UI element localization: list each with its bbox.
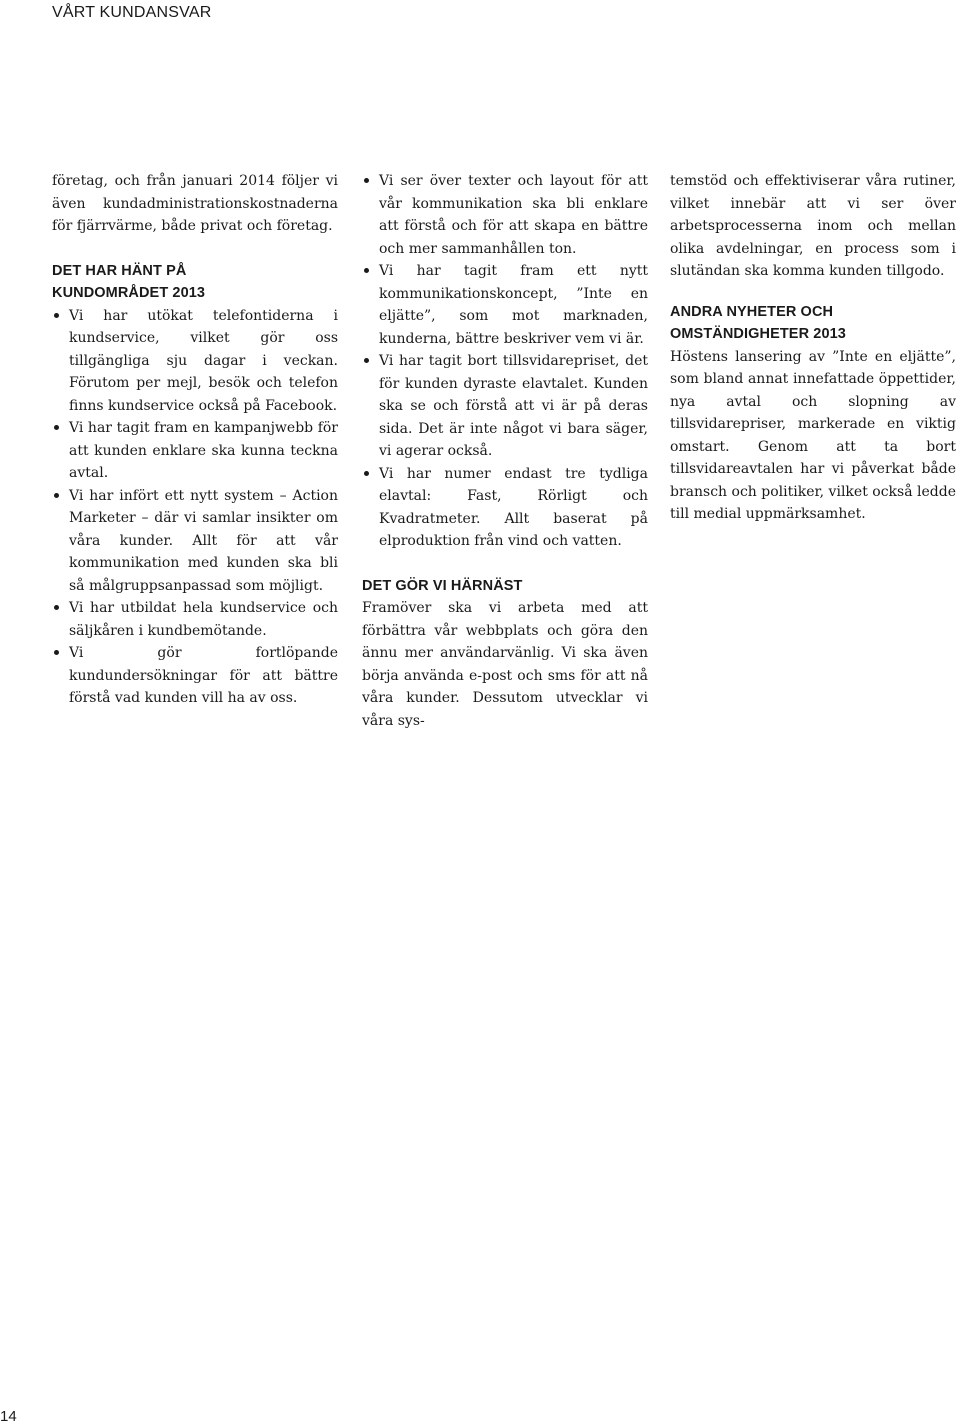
column-1 xyxy=(52,170,338,710)
col2-body-paragraph: Framöver ska vi arbeta med att förbättra vår webbplats och göra den ännu mer användarvänlig. Vi ska även börja använda e-post och sms för att nå våra kunder. Dessutom utvecklar vi våra sys- xyxy=(362,600,648,729)
col1-bullet-list xyxy=(52,305,338,710)
col3-intro-paragraph: temstöd och effektiviserar våra rutiner, vilket innebär att vi ser över arbetsprocesserna inom och mellan olika avdelningar, en process som i slutändan ska komma kunden tillgodo. xyxy=(670,173,956,279)
col1-section-heading: DET HAR HÄNT PÅ KUNDOMRÅDET 2013 xyxy=(52,262,206,301)
list-item: Vi har infört ett nytt system – Action Marketer – där vi samlar insikter om våra kunder. Allt för att vår kommunikation med kunden ska bli så målgruppsanpassad som möjligt. xyxy=(52,485,338,598)
page-number: 14 xyxy=(0,1408,17,1425)
list-item: Vi har utökat telefontiderna i kundservice, vilket gör oss tillgängliga sju dagar i veckan. Förutom per mejl, besök och telefon finns kundservice också på Facebook. xyxy=(52,305,338,418)
list-item: Vi gör fortlöpande kundundersökningar för att bättre förstå vad kunden vill ha av oss. xyxy=(52,642,338,710)
list-item: Vi har tagit fram en kampanjwebb för att kunden enklare ska kunna teckna avtal. xyxy=(52,417,338,485)
col2-section-heading: DET GÖR VI HÄRNÄST xyxy=(362,577,523,594)
column-2 xyxy=(362,170,648,732)
list-item: Vi har utbildat hela kundservice och säljkåren i kundbemötande. xyxy=(52,597,338,642)
col1-intro-paragraph: företag, och från januari 2014 följer vi även kundadministrationskostnaderna för fjärrvärme, både privat och företag. xyxy=(52,173,338,234)
list-item: Vi har tagit fram ett nytt kommunikationskoncept, ”Inte en eljätte”, som mot marknaden, kunderna, bättre beskriver vem vi är. xyxy=(362,260,648,350)
list-item: Vi ser över texter och layout för att vår kommunikation ska bli enklare att förstå och för att skapa en bättre och mer sammanhållen ton. xyxy=(362,170,648,260)
running-head: VÅRT KUNDANSVAR xyxy=(52,4,212,21)
col3-body-paragraph: Höstens lansering av ”Inte en eljätte”, som bland annat innefattade öppettider, nya avtal och slopning av tillsvidarepriser, markerade en viktig omstart. Genom att ta bort tillsvidareavtalen har vi påverkat både bransch och politiker, vilket också ledde till medial uppmärksamhet. xyxy=(670,348,956,522)
column-3 xyxy=(670,170,956,526)
list-item: Vi har tagit bort tillsvidarepriset, det för kunden dyraste elavtalet. Kunden ska se och förstå att vi är på deras sida. Det är inte något vi bara säger, vi agerar också. xyxy=(362,350,648,463)
list-item: Vi har numer endast tre tydliga elavtal: Fast, Rörligt och Kvadratmeter. Allt baserat på elproduktion från vind och vatten. xyxy=(362,463,648,553)
col3-section-heading: ANDRA NYHETER OCH OMSTÄNDIGHETER 2013 xyxy=(670,303,846,342)
col2-bullet-list xyxy=(362,170,648,553)
